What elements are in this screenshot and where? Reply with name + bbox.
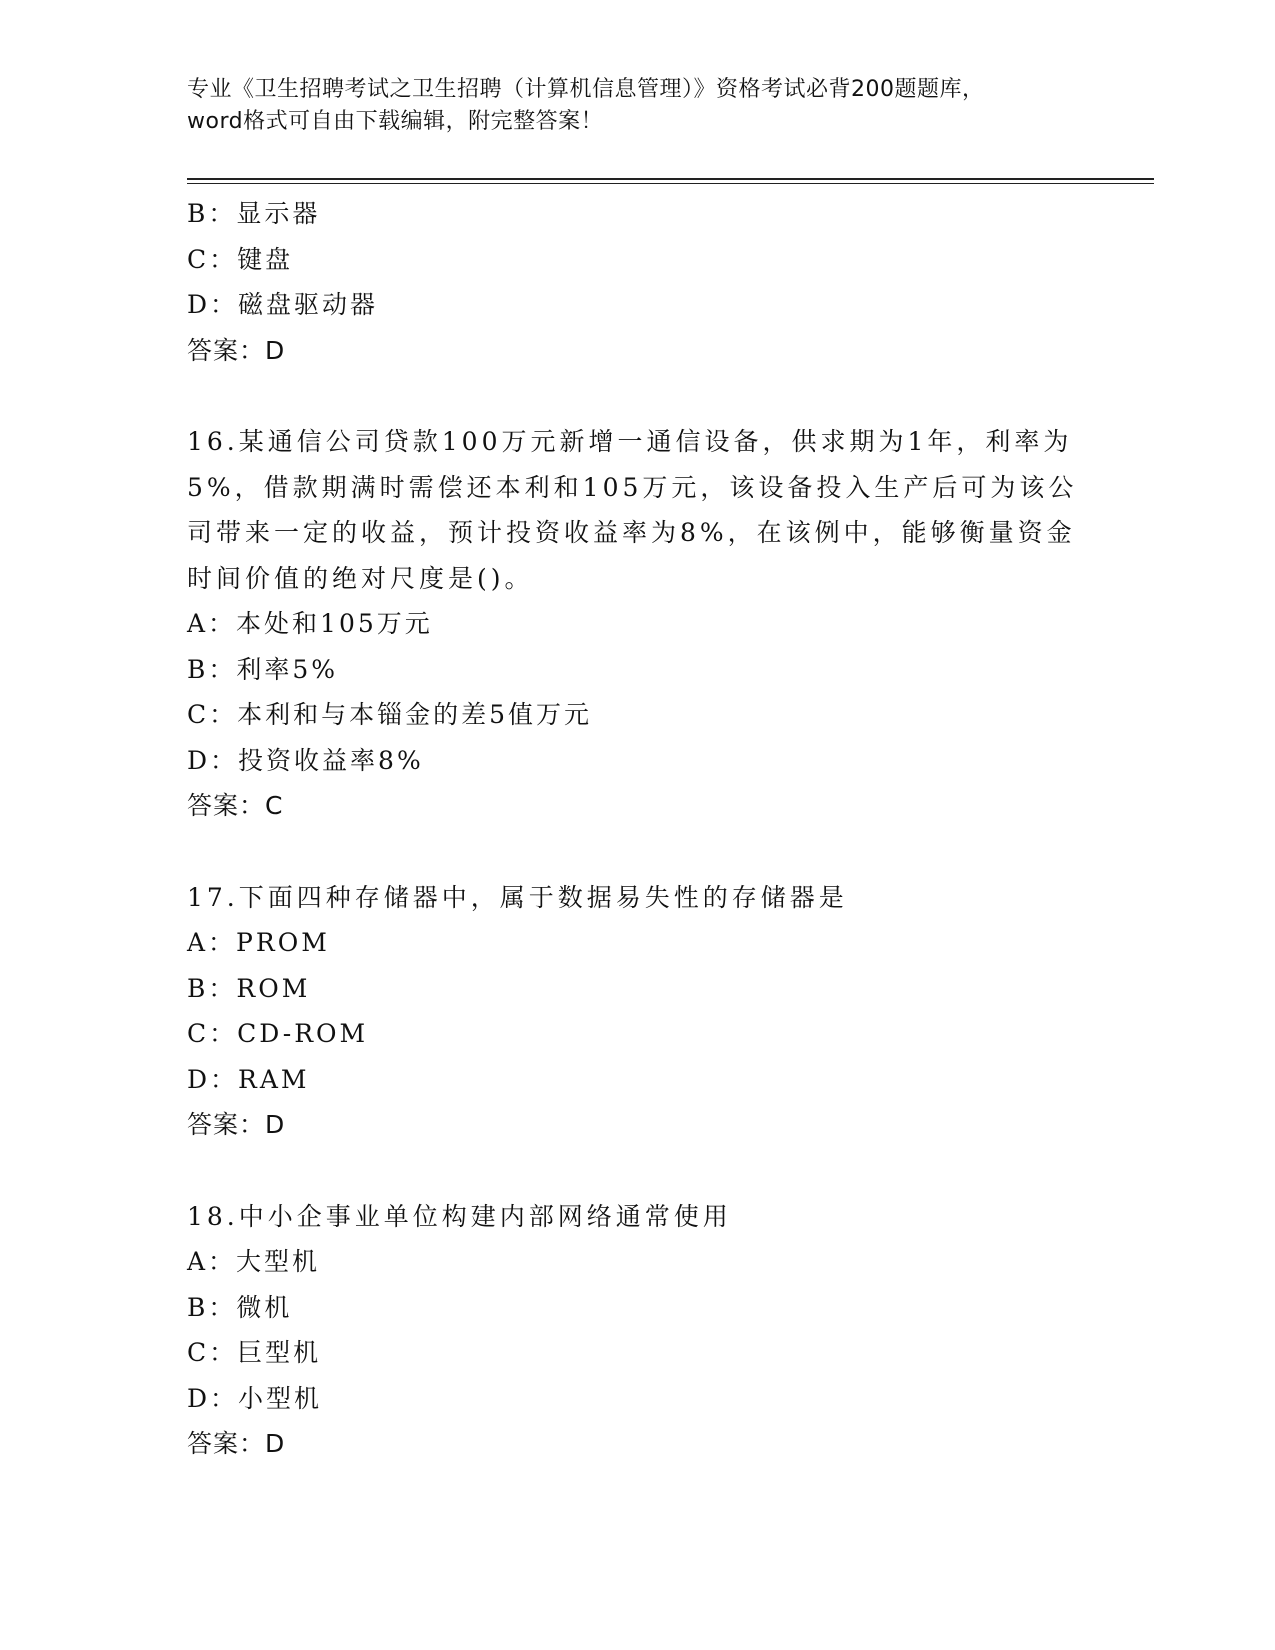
header-line-1: 专业《卫生招聘考试之卫生招聘（计算机信息管理）》资格考试必背200题题库， <box>187 77 985 102</box>
header-line-2: word格式可自由下载编辑，附完整答案！ <box>187 109 604 134</box>
document-body <box>187 191 1087 1467</box>
option-a: A：PROM <box>187 928 330 957</box>
question-line: 16.某通信公司贷款100万元新增一通信设备，供求期为1年，利率为 <box>187 427 1073 456</box>
option-a: A：大型机 <box>187 1247 321 1276</box>
question-text <box>187 1194 1087 1240</box>
question-line: 18.中小企事业单位构建内部网络通常使用 <box>187 1201 732 1231</box>
document-header <box>187 74 1087 138</box>
option-c: C：巨型机 <box>187 1338 322 1367</box>
question-15-continued <box>187 191 1087 373</box>
option-b: B：显示器 <box>187 199 321 228</box>
answer: 答案：D <box>187 335 286 365</box>
question-18 <box>187 1194 1087 1467</box>
question-16 <box>187 419 1087 829</box>
option-c: C：键盘 <box>187 244 294 274</box>
option-c: C：CD-ROM <box>187 1019 369 1048</box>
option-d: D：RAM <box>187 1064 310 1094</box>
question-text <box>187 875 1087 921</box>
option-b: B：微机 <box>187 1292 293 1322</box>
question-17 <box>187 875 1087 1148</box>
question-text <box>187 419 1087 601</box>
option-d: D：投资收益率8% <box>187 745 424 775</box>
option-c: C：本利和与本锱金的差5值万元 <box>187 700 593 729</box>
spacer <box>187 373 1087 419</box>
answer: 答案：D <box>187 1110 286 1139</box>
answer: 答案：C <box>187 791 284 820</box>
option-a: A：本处和105万元 <box>187 609 433 638</box>
header-divider-thick <box>187 178 1154 180</box>
option-b: B：利率5% <box>187 654 339 684</box>
header-divider-thin <box>187 183 1154 184</box>
question-line: 司带来一定的收益，预计投资收益率为8%，在该例中，能够衡量资金 <box>187 518 1076 547</box>
answer: 答案：D <box>187 1429 286 1458</box>
spacer <box>187 829 1087 875</box>
question-line: 5%，借款期满时需偿还本利和105万元，该设备投入生产后可为该公 <box>187 472 1078 502</box>
option-d: D：磁盘驱动器 <box>187 290 379 319</box>
option-d: D：小型机 <box>187 1383 323 1413</box>
question-line: 17.下面四种存储器中，属于数据易失性的存储器是 <box>187 882 848 912</box>
option-b: B：ROM <box>187 973 311 1003</box>
spacer <box>187 1148 1087 1194</box>
question-line: 时间价值的绝对尺度是()。 <box>187 563 534 593</box>
